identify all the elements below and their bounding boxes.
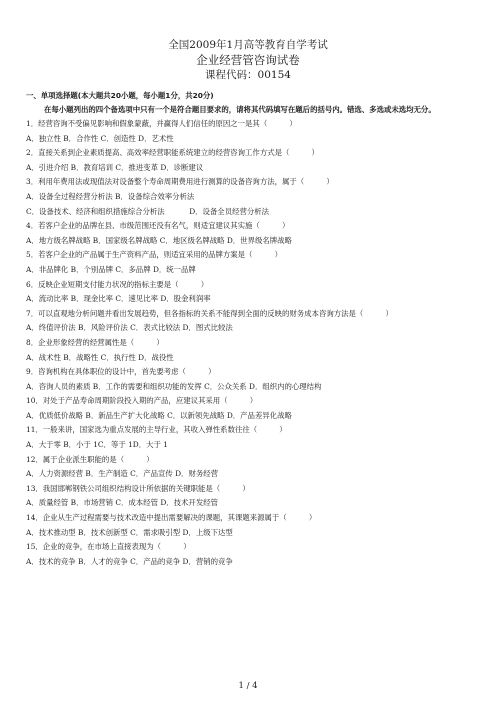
question-line: 15．企业的竞争，在市场上直接表现为（ ） <box>26 542 191 552</box>
answer-options: A．质量经管 B．市场营销 C．成本经管 D．技术开发经管 <box>26 498 218 508</box>
answer-options: A．非品牌化 B．个别品牌 C．多品牌 D．统一品牌 <box>26 264 196 274</box>
question-line: 6．反映企业短期支付能力状况的指标主要是（ ） <box>26 279 209 289</box>
question-line: 10．对处于产品寿命周期阶段投入期的产品，应建议其采用（ ） <box>26 396 258 406</box>
answer-options: A．人力资源经营 B．生产制造 C．产品宣传 D．财务经营 <box>26 469 218 479</box>
question-line: 7．可以直观地分析问题并看出发展趋势，但各指标的关系不能得到全面的反映的财务成本咨询方法是（ ） <box>26 308 393 318</box>
answer-options: A．终值评价法 B．风险评价法 C．表式比较法 D．图式比较法 <box>26 323 233 333</box>
exam-title: 全国2009年1月高等教育自学考试 <box>168 39 328 51</box>
question-line: 8．企业形象经营的经营属性是（ ） <box>26 337 164 347</box>
answer-options: A．流动比率 B．现金比率 C．速见比率 D．股金利润率 <box>26 294 211 304</box>
question-line: 5．若客户企业的产品属于生产资料产品，则适宜采用的品牌方案是（ ） <box>26 250 282 260</box>
section-instruction: 在每小题列出的四个备选项中只有一个是符合题目要求的，请将其代码填写在题后的括号内。错选、多选或未选均无分。 <box>44 105 436 114</box>
answer-options: A．战术性 B．战略性 C．执行性 D．战役性 <box>26 352 174 362</box>
answer-options: A．设备全过程经营分析法 B．设备综合效率分析法 <box>26 191 195 201</box>
section-title: 一、单项选择题(本大题共20小题，每小题1分，共20分) <box>26 91 214 100</box>
question-line: 13．我国邯郸钢铁公司组织结构设计所依据的关键职能是（ ） <box>26 483 250 493</box>
question-line: 12．属于企业派生职能的是（ ） <box>26 454 154 464</box>
question-line: 1．经营咨询不受偏见影响和假象蒙蔽，并赢得人们信任的原因之一是其（ ） <box>26 119 297 128</box>
answer-options: C．设备技术、经济和组织措施综合分析法 D．设备全员经营分析法 <box>26 206 270 216</box>
question-line: 4．若客户企业的品牌在县、市级范围还没有名气，则适宜建议其实施（ ） <box>26 221 290 231</box>
course-code: 课程代码：00154 <box>205 69 291 81</box>
answer-options: A．引进介绍 B．教育培训 C．推进变革 D．诊断建议 <box>26 162 204 172</box>
question-line: 2．直接关系到企业素质提高、高效率经营职能系统建立的经营咨询工作方式是（ ） <box>26 148 319 158</box>
page-number: 1 / 4 <box>238 681 258 691</box>
answer-options: A．优质低价战略 B．新品生产扩大化战略 C．以新领先战略 D．产品差异化战略 <box>26 410 292 420</box>
document-body <box>26 90 482 569</box>
document-header <box>0 38 496 82</box>
answer-options: A．独立性 B．合作性 C．创造性 D．艺术性 <box>26 133 174 143</box>
answer-options: A．地方级名牌战略 B．国家级名牌战略 C．地区级名牌战略 D．世界级名牌战略 <box>26 235 292 245</box>
question-line: 14．企业从生产过程需要与技术改造中提出需要解决的课题，其课题来源属于（ ） <box>26 513 317 523</box>
answer-options: A．技术推动型 B．技术创新型 C．需求吸引型 D．上级下达型 <box>26 527 233 537</box>
answer-options: A．咨询人员的素质 B．工作的需要和组织功能的发挥 C．公众关系 D．组织内的心理结构 <box>26 381 322 391</box>
question-line: 11．一般来讲，国家选为重点发展的主导行业，其收入弹性系数往往（ ） <box>26 425 287 435</box>
answer-options: A．大于零 B．小于 1C．等于 1D．大于 1 <box>26 440 168 450</box>
question-line: 9．咨询机构在具体职位的设计中，首先要考虑（ ） <box>26 367 216 377</box>
question-list <box>26 117 482 569</box>
question-line: 3．利用年费用法或现值法对设备整个寿命周期费用进行测算的设备咨询方法，属于（ ） <box>26 177 334 187</box>
paper-title: 企业经营管咨询试卷 <box>196 53 300 67</box>
answer-options: A．技术的竞争 B．人才的竞争 C．产品的竞争 D．营销的竞争 <box>26 556 233 566</box>
